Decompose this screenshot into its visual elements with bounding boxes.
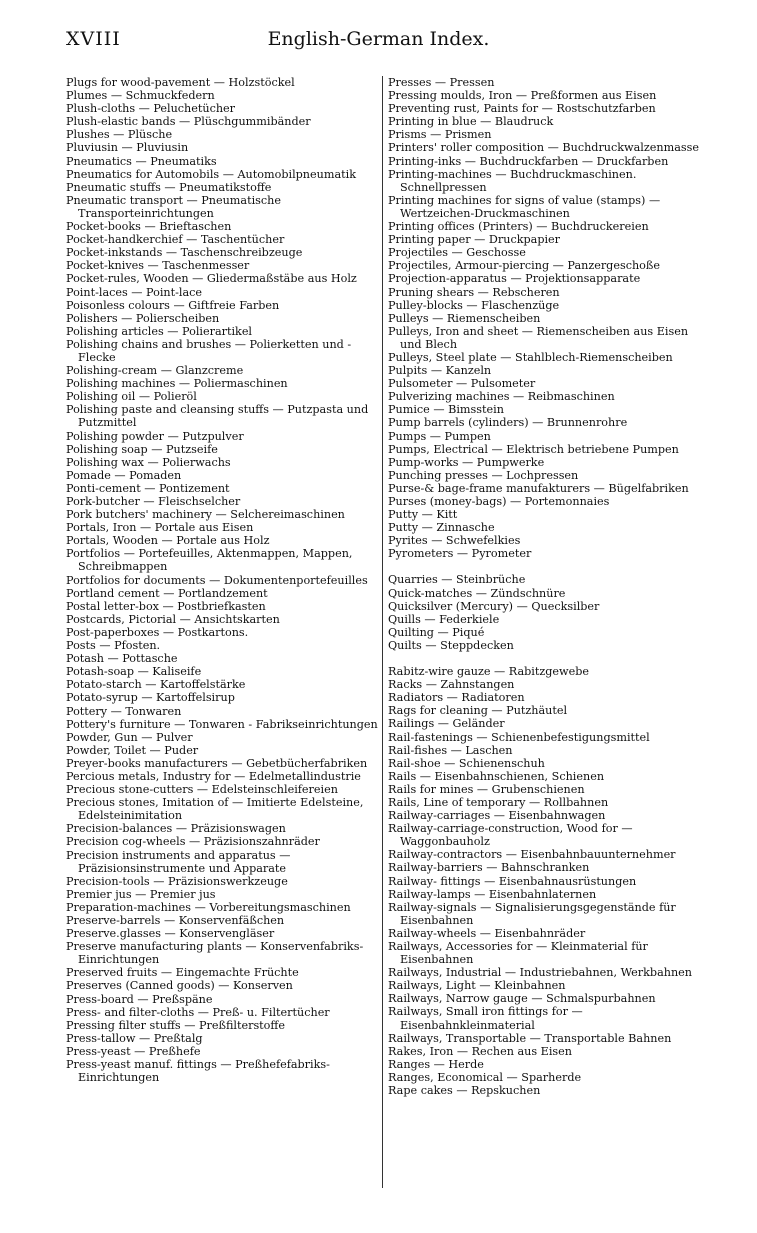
index-entry: Printing-inks — Buchdruckfarben — Druckfarben (388, 154, 669, 168)
section-gap (388, 560, 700, 573)
index-entry: Railway-signals — Signalisierungsgegenstände für Eisenbahnen (388, 900, 676, 927)
index-entry: Precious stone-cutters — Edelsteinschleifereien (66, 783, 338, 797)
index-entry: Railway-carriages — Eisenbahnwagen (388, 809, 606, 823)
index-entry: Pork-butcher — Fleischselcher (66, 495, 241, 508)
index-entry: Precision-balances — Präzisionswagen (66, 822, 286, 836)
index-entry: Pulleys, Iron and sheet — Riemenscheiben aus Eisen und Blech (388, 324, 689, 351)
index-entry: Pottery's furniture — Tonwaren - Fabrikseinrichtungen (66, 717, 378, 731)
index-entry: Pumps, Electrical — Elektrisch betriebene Pumpen (388, 442, 679, 456)
index-entry: Preventing rust, Paints for — Rostschutzfarben (388, 102, 656, 116)
index-entry: Railways, Industrial — Industriebahnen, Werkbahnen (388, 966, 692, 980)
index-entry: Percious metals, Industry for — Edelmetallindustrie (66, 769, 361, 783)
index-entry: Portland cement — Portlandzement (66, 586, 268, 600)
index-entry: Railway-wheels — Eisenbahnräder (388, 926, 586, 940)
index-entry: Railways, Narrow gauge — Schmalspurbahnen (388, 992, 656, 1006)
index-entry: Press-board — Preßspäne (66, 992, 213, 1006)
index-entry: Printing offices (Printers) — Buchdruckereien (388, 220, 649, 234)
index-entry: Pocket-rules, Wooden — Gliedermaßstäbe aus Holz (66, 272, 357, 286)
index-entry: Pumps — Pumpen (388, 429, 491, 443)
index-entry: Rags for cleaning — Putzhäutel (388, 704, 568, 718)
index-entry: Post-paperboxes — Postkartons. (66, 625, 249, 639)
index-entry: Polishing oil — Polieröl (66, 390, 197, 404)
index-entry: Plushes — Plüsche (66, 128, 173, 142)
index-entry: Rails for mines — Grubenschienen (388, 782, 585, 796)
index-entry: Pressing filter stuffs — Preßfilterstoffe (66, 1018, 285, 1032)
index-entry: Prisms — Prismen (388, 128, 492, 142)
index-entry: Railway- fittings — Eisenbahnausrüstungen (388, 874, 637, 888)
index-entry: Plugs for wood-pavement — Holzstöckel (66, 76, 295, 89)
index-entry: Rakes, Iron — Rechen aus Eisen (388, 1044, 572, 1058)
index-entry: Printing in blue — Blaudruck (388, 115, 554, 129)
index-entry: Pulley-blocks — Flaschenzüge (388, 298, 560, 312)
index-entry: Press-yeast — Preßhefe (66, 1044, 201, 1058)
index-entry: Precision-tools — Präzisionswerkzeuge (66, 874, 288, 888)
index-entry: Pneumatics for Automobils — Automobilpneumatik (66, 167, 356, 181)
index-entry: Preserve manufacturing plants — Konservenfabriks-Einrichtungen (66, 940, 364, 967)
index-entry: Precious stones, Imitation of — Imitierte Edelsteine, Edelsteinimitation (66, 796, 364, 823)
index-entry: Pruning shears — Rebscheren (388, 285, 560, 299)
right-column (388, 76, 700, 1097)
index-entry: Quilting — Piqué (388, 625, 485, 639)
index-entry: Potato-starch — Kartoffelstärke (66, 678, 246, 692)
index-entry: Plush-elastic bands — Plüschgummibänder (66, 115, 311, 129)
index-entry: Polishing machines — Poliermaschinen (66, 377, 288, 391)
index-entry: Plumes — Schmuckfedern (66, 89, 215, 103)
index-entry: Pulleys, Steel plate — Stahlblech-Riemenscheiben (388, 350, 673, 364)
index-entry: Posts — Pfosten. (66, 639, 161, 653)
index-entry: Quills — Federkiele (388, 612, 500, 626)
index-entry: Polishing paste and cleansing stuffs — Putzpasta und Putzmittel (66, 403, 369, 430)
index-entry: Polishing articles — Polierartikel (66, 324, 253, 338)
index-entry: Projection-apparatus — Projektionsapparate (388, 272, 641, 286)
index-entry: Printers' roller composition — Buchdruckwalzenmasse (388, 141, 699, 155)
page-title: English-German Index. (267, 28, 490, 50)
index-entry: Purses (money-bags) — Portemonnaies (388, 495, 610, 508)
index-entry: Portfolios — Portefeuilles, Aktenmappen, Mappen, Schreibmappen (66, 547, 353, 574)
index-entry: Pocket-knives — Taschenmesser (66, 259, 250, 273)
index-entry: Projectiles, Armour-piercing — Panzergeschoße (388, 259, 661, 273)
index-entry: Pump-works — Pumpwerke (388, 455, 545, 469)
index-entry: Pork butchers' machinery — Selchereimaschinen (66, 508, 345, 522)
index-entry: Plush-cloths — Peluchetücher (66, 102, 236, 116)
index-entry: Polishing-cream — Glanzcreme (66, 364, 244, 378)
index-entry: Polishing wax — Polierwachs (66, 455, 231, 469)
index-entry: Point-laces — Point-lace (66, 285, 203, 299)
index-entry: Projectiles — Geschosse (388, 246, 526, 260)
index-entry: Putty — Kitt (388, 508, 458, 522)
index-entry: Postcards, Pictorial — Ansichtskarten (66, 612, 280, 626)
index-entry: Pumice — Bimsstein (388, 403, 504, 417)
index-entry: Portals, Wooden — Portale aus Holz (66, 534, 270, 548)
index-entry: Pneumatic stuffs — Pneumatikstoffe (66, 180, 272, 194)
index-entry: Preserve-barrels — Konservenfäßchen (66, 914, 285, 927)
index-entry: Railway-carriage-construction, Wood for — Waggonbauholz (388, 822, 633, 849)
index-entry: Presses — Pressen (388, 76, 495, 89)
column-divider (382, 76, 383, 1188)
index-entry: Pulverizing machines — Reibmaschinen (388, 390, 615, 404)
index-entry: Rabitz-wire gauze — Rabitzgewebe (388, 665, 590, 679)
index-entry: Polishing chains and brushes — Polierketten und -Flecke (66, 337, 352, 364)
index-entry: Pump barrels (cylinders) — Brunnenrohre (388, 416, 628, 430)
index-entry: Pyrites — Schwefelkies (388, 534, 521, 548)
index-entry: Precision instruments and apparatus — Präzisionsinstrumente und Apparate (66, 848, 291, 875)
index-entry: Preserved fruits — Eingemachte Früchte (66, 966, 299, 980)
index-entry: Rail-shoe — Schienenschuh (388, 756, 545, 770)
section-gap (388, 652, 700, 665)
index-entry: Precision cog-wheels — Präzisionszahnräder (66, 835, 320, 849)
index-entry: Railway-lamps — Eisenbahnlaternen (388, 887, 597, 901)
index-entry: Quicksilver (Mercury) — Quecksilber (388, 599, 600, 613)
index-entry: Pressing moulds, Iron — Preßformen aus Eisen (388, 89, 657, 103)
index-entry: Preserves (Canned goods) — Konserven (66, 979, 293, 993)
index-entry: Poisonless colours — Giftfreie Farben (66, 298, 280, 312)
index-entry: Portals, Iron — Portale aus Eisen (66, 521, 254, 535)
index-entry: Rail-fastenings — Schienenbefestigungsmittel (388, 730, 650, 744)
index-entry: Radiators — Radiatoren (388, 691, 525, 705)
index-entry: Preparation-machines — Vorbereitungsmaschinen (66, 900, 351, 914)
index-entry: Printing paper — Druckpapier (388, 233, 561, 247)
page-header (0, 28, 757, 58)
index-entry: Pneumatic transport — Pneumatische Transporteinrichtungen (66, 193, 281, 220)
index-entry: Punching presses — Lochpressen (388, 468, 579, 482)
index-entry: Press-tallow — Preßtalg (66, 1031, 203, 1045)
index-entry: Polishing soap — Putzseife (66, 442, 218, 456)
index-entry: Quick-matches — Zündschnüre (388, 586, 566, 600)
index-entry: Railway-barriers — Bahnschranken (388, 861, 590, 875)
index-entry: Postal letter-box — Postbriefkasten (66, 599, 266, 613)
index-entry: Pocket-inkstands — Taschenschreibzeuge (66, 246, 303, 260)
index-entry: Quarries — Steinbrüche (388, 573, 526, 587)
index-entry: Preserve.glasses — Konservengläser (66, 927, 275, 941)
index-entry: Pulpits — Kanzeln (388, 364, 492, 378)
index-entry: Railways, Light — Kleinbahnen (388, 979, 566, 993)
index-entry: Pocket-books — Brieftaschen (66, 220, 232, 234)
index-entry: Pneumatics — Pneumatiks (66, 154, 217, 168)
index-entry: Potash — Pottasche (66, 652, 178, 666)
index-entry: Pulsometer — Pulsometer (388, 377, 536, 391)
page-number: XVIII (66, 28, 121, 50)
index-entry: Quilts — Steppdecken (388, 638, 514, 652)
index-entry: Railways, Small iron fittings for — Eisenbahnkleinmaterial (388, 1005, 583, 1032)
index-entry: Rails — Eisenbahnschienen, Schienen (388, 769, 605, 783)
index-entry: Pulleys — Riemenscheiben (388, 311, 541, 325)
index-entry: Railings — Geländer (388, 717, 505, 731)
index-entry: Polishing powder — Putzpulver (66, 429, 244, 443)
index-entry: Racks — Zahnstangen (388, 678, 515, 692)
index-entry: Polishers — Polierscheiben (66, 311, 220, 325)
index-entry: Railway-contractors — Eisenbahnbauunternehmer (388, 848, 676, 862)
index-entry: Rail-fishes — Laschen (388, 743, 513, 757)
index-entry: Portfolios for documents — Dokumentenportefeuilles (66, 573, 368, 587)
index-entry: Pottery — Tonwaren (66, 704, 182, 718)
index-entry: Rails, Line of temporary — Rollbahnen (388, 795, 609, 809)
index-entry: Ponti-cement — Pontizement (66, 481, 230, 495)
index-entry: Putty — Zinnasche (388, 521, 495, 535)
index-entry: Pyrometers — Pyrometer (388, 547, 532, 561)
index-entry: Press- and filter-cloths — Preß- u. Filtertücher (66, 1005, 330, 1019)
index-entry: Purse-& bage-frame manufakturers — Bügelfabriken (388, 481, 689, 495)
left-column (66, 76, 378, 1084)
index-entry: Pomade — Pomaden (66, 468, 182, 482)
index-entry: Potato-syrup — Kartoffelsirup (66, 691, 235, 705)
index-entry: Premier jus — Premier jus (66, 887, 216, 901)
index-entry: Ranges — Herde (388, 1057, 484, 1071)
index-entry: Printing machines for signs of value (stamps) — Wertzeichen-Druckmaschinen (388, 193, 661, 220)
index-entry: Printing-machines — Buchdruckmaschinen. Schnellpressen (388, 167, 637, 194)
index-entry: Ranges, Economical — Sparherde (388, 1070, 582, 1084)
index-entry: Rape cakes — Repskuchen (388, 1084, 541, 1098)
index-entry: Preyer-books manufacturers — Gebetbücherfabriken (66, 756, 368, 770)
index-entry: Press-yeast manuf. fittings — Preßhefefabriks-Einrichtungen (66, 1058, 330, 1085)
index-entry: Powder, Gun — Pulver (66, 730, 193, 744)
index-entry: Pluviusin — Pluviusin (66, 141, 189, 155)
index-entry: Railways, Transportable — Transportable Bahnen (388, 1031, 672, 1045)
index-entry: Powder, Toilet — Puder (66, 743, 199, 757)
index-entry: Pocket-handkerchief — Taschentücher (66, 233, 285, 247)
index-entry: Railways, Accessories for — Kleinmaterial für Eisenbahnen (388, 940, 648, 967)
index-entry: Potash-soap — Kaliseife (66, 665, 202, 679)
